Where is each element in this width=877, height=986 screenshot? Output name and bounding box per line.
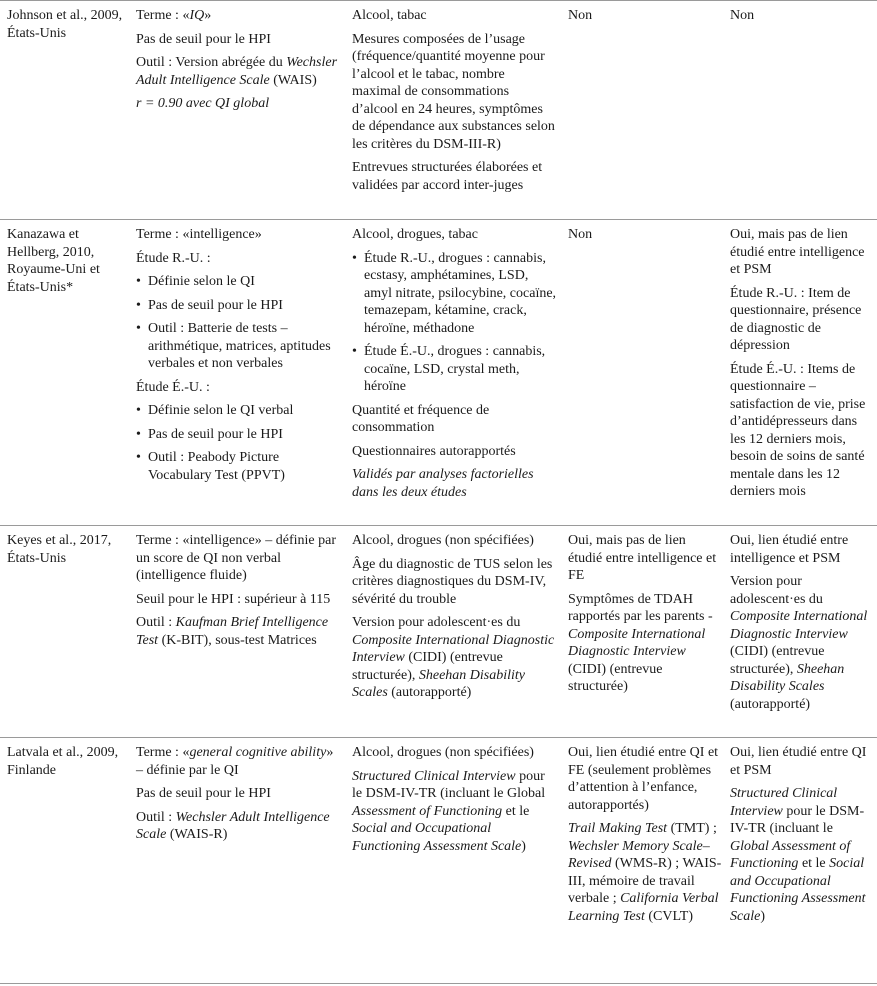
cell-paragraph <box>352 402 557 437</box>
text-segment: Version pour adolescent·es du <box>352 615 521 630</box>
text-segment: Définie selon le QI <box>148 274 255 289</box>
cell-paragraph <box>568 591 723 696</box>
cell-paragraph <box>568 820 723 925</box>
author-text: Kanazawa et Hellberg, 2010, Royaume-Uni et États-Unis* <box>7 227 100 295</box>
cell-paragraph <box>136 54 341 89</box>
cell-paragraph <box>136 226 341 244</box>
text-segment: Étude R.-U., drogues : cannabis, ecstasy, amphétamines, LSD, amyl nitrate, psilocybine, cocaïne, temazepam, kétamine, crack, héroïne, méthadone <box>364 250 557 336</box>
text-segment: (WMS-R) ; WAIS-III, mémoire de travail verbale ; <box>568 856 722 906</box>
text-segment: et le <box>798 856 830 871</box>
cell-paragraph <box>352 159 557 194</box>
italic-text: Social and Occupational Functioning Assessment Scale <box>352 821 522 854</box>
cell-paragraph <box>136 95 341 113</box>
table-row <box>0 525 877 737</box>
text-segment: Terme : «intelligence» – définie par un score de QI non verbal (intelligence fluide) <box>136 533 336 583</box>
cell-paragraph <box>568 226 723 244</box>
italic-text: Composite International Diagnostic Interview <box>568 626 706 659</box>
table-row <box>0 737 877 983</box>
text-segment: Entrevues structurées élaborées et validées par accord inter-juges <box>352 160 543 193</box>
italic-text: general cognitive ability <box>189 745 327 760</box>
bullet-list <box>352 250 557 396</box>
text-segment: Alcool, drogues (non spécifiées) <box>352 745 534 760</box>
mental-health-cell <box>730 744 875 931</box>
italic-text: Kaufman Brief Intelligence Test <box>136 615 329 648</box>
cell-paragraph <box>136 7 341 25</box>
italic-text: California Verbal Learning Test <box>568 891 719 924</box>
italic-text: Global Assessment of Functioning <box>730 838 851 871</box>
cell-paragraph <box>568 532 723 585</box>
text-segment: (WAIS-R) <box>166 827 228 842</box>
text-segment: Pas de seuil pour le HPI <box>136 786 271 801</box>
italic-text: IQ <box>189 8 205 23</box>
cell-paragraph <box>352 744 557 762</box>
italic-text: Sheehan Disability Scales <box>352 667 526 700</box>
intelligence-cell <box>136 7 341 119</box>
text-segment: Oui, mais pas de lien étudié entre intelligence et FE <box>568 533 717 583</box>
cell-paragraph <box>352 443 557 461</box>
italic-text: Composite International Diagnostic Interview <box>730 609 868 642</box>
cell-paragraph <box>730 226 875 279</box>
cell-paragraph <box>352 532 557 550</box>
bullet-item <box>136 297 341 315</box>
text-segment: (autorapporté) <box>387 685 472 700</box>
text-segment: Outil : Batterie de tests – arithmétique, matrices, aptitudes verbales et non verbales <box>148 321 331 371</box>
italic-text: Trail Making Test <box>568 821 668 836</box>
intelligence-cell <box>136 744 341 850</box>
text-segment: et le <box>502 803 530 819</box>
cell-paragraph <box>136 250 341 268</box>
bullet-item <box>136 426 341 444</box>
author-text: Latvala et al., 2009, Finlande <box>7 745 119 778</box>
executive-function-cell <box>568 7 723 31</box>
cell-paragraph <box>352 226 557 244</box>
author-cell <box>7 744 129 785</box>
cell-paragraph <box>352 614 557 702</box>
text-segment: Définie selon le QI verbal <box>148 403 294 418</box>
cell-paragraph <box>730 285 875 355</box>
table-bottom-rule <box>0 983 877 984</box>
text-segment: Oui, lien étudié entre QI et PSM <box>730 745 867 778</box>
text-segment: (K-BIT), sous-test Matrices <box>158 632 317 648</box>
text-segment: (CIDI) (entrevue structurée) <box>568 661 663 694</box>
text-segment: Terme : « <box>136 745 190 760</box>
text-segment: Non <box>568 8 593 23</box>
cell-paragraph <box>352 7 557 25</box>
cell-paragraph <box>352 31 557 154</box>
bullet-item <box>136 449 341 484</box>
text-segment: Outil : <box>136 809 176 825</box>
text-segment: » <box>204 8 212 23</box>
text-segment: Oui, mais pas de lien étudié entre intelligence et PSM <box>730 227 865 277</box>
author-text: Johnson et al., 2009, États-Unis <box>7 8 123 41</box>
text-segment: Quantité et fréquence de consommation <box>352 402 490 435</box>
cell-paragraph <box>730 785 875 925</box>
text-segment: (autorapporté) <box>730 696 811 712</box>
cell-paragraph <box>730 573 875 713</box>
italic-text: Sheehan Disability Scales <box>730 661 845 694</box>
bullet-item <box>352 343 557 396</box>
text-segment: » – définie par le QI <box>136 745 334 778</box>
cell-paragraph <box>730 532 875 567</box>
executive-function-cell <box>568 226 723 250</box>
cell-paragraph <box>136 532 341 585</box>
text-segment: Outil : Peabody Picture Vocabulary Test (PPVT) <box>148 450 285 483</box>
bullet-item <box>136 320 341 373</box>
substance-cell <box>352 744 557 861</box>
text-segment: Symptômes de TDAH rapportés par les parents - <box>568 591 713 624</box>
text-segment: (CIDI) (entrevue structurée), <box>730 644 825 677</box>
substance-cell <box>352 7 557 200</box>
cell-paragraph <box>352 556 557 609</box>
cell-paragraph <box>136 785 341 803</box>
text-segment: Mesures composées de l’usage (fréquence/quantité moyenne pour l’alcool et le tabac, nombre maximal de consommations d’alcool en 24 heures, symptômes de dépendance aux substances selon les critères du DSM-III-R) <box>352 31 555 152</box>
bullet-item <box>352 250 557 338</box>
text-segment: Non <box>568 227 593 242</box>
text-segment: Non <box>730 8 755 23</box>
intelligence-cell <box>136 226 341 490</box>
text-segment: Pas de seuil pour le HPI <box>136 31 271 47</box>
cell-paragraph <box>136 809 341 844</box>
substance-cell <box>352 532 557 708</box>
cell-paragraph <box>136 31 341 49</box>
text-segment: Étude R.-U. : Item de questionnaire, présence de diagnostic de dépression <box>730 285 862 353</box>
executive-function-cell <box>568 532 723 702</box>
text-segment: Étude É.-U. : <box>136 379 210 395</box>
italic-text: Structured Clinical Interview <box>730 786 838 819</box>
cell-paragraph <box>568 7 723 25</box>
cell-paragraph <box>136 591 341 609</box>
cell-paragraph <box>730 7 875 25</box>
text-segment: Version pour adolescent·es du <box>730 574 823 607</box>
text-segment: Terme : « <box>136 8 190 23</box>
italic-text: Assessment of Functioning <box>352 803 503 819</box>
text-segment: (CVLT) <box>644 908 693 924</box>
author-text: Keyes et al., 2017, États-Unis <box>7 533 112 566</box>
text-segment: pour le DSM-IV-TR (incluant le <box>730 803 865 836</box>
text-segment: Seuil pour le HPI : supérieur à 115 <box>136 591 331 607</box>
text-segment: Étude É.-U., drogues : cannabis, cocaïne, LSD, crystal meth, héroïne <box>364 344 546 394</box>
text-segment: Pas de seuil pour le HPI <box>148 426 283 442</box>
cell-paragraph <box>730 744 875 779</box>
text-segment: (TMT) ; <box>667 821 717 836</box>
italic-text: Wechsler Adult Intelligence Scale <box>136 55 338 88</box>
text-segment: Oui, lien étudié entre QI et FE (seulement problèmes d’attention à l’enfance, autorapportés) <box>568 745 719 813</box>
text-segment: ) <box>521 838 526 854</box>
author-cell <box>7 7 129 48</box>
table-row <box>0 219 877 525</box>
cell-paragraph <box>352 466 557 501</box>
bullet-item <box>136 273 341 291</box>
italic-text: Structured Clinical Interview <box>352 768 516 784</box>
text-segment: Outil : Version abrégée du <box>136 55 287 70</box>
cell-paragraph <box>352 768 557 856</box>
text-segment: Alcool, drogues (non spécifiées) <box>352 533 534 548</box>
italic-text: Composite International Diagnostic Interview <box>352 632 555 665</box>
text-segment: Outil : <box>136 615 176 630</box>
cell-paragraph <box>730 361 875 501</box>
text-segment: Étude R.-U. : <box>136 250 211 266</box>
text-segment: Terme : «intelligence» <box>136 227 262 242</box>
text-segment: Pas de seuil pour le HPI <box>148 297 283 313</box>
text-segment: Alcool, drogues, tabac <box>352 227 478 242</box>
italic-text: Social and Occupational Functioning Assessment Scale <box>730 856 866 924</box>
italic-text: Wechsler Memory Scale–Revised <box>568 838 710 871</box>
italic-text: r = 0.90 avec QI global <box>136 96 270 111</box>
table-row <box>0 0 877 219</box>
mental-health-cell <box>730 7 875 31</box>
cell-paragraph <box>136 744 341 779</box>
mental-health-cell <box>730 226 875 507</box>
text-segment: Questionnaires autorapportés <box>352 443 516 459</box>
text-segment: pour le DSM-IV-TR (incluant le Global <box>352 768 546 801</box>
cell-paragraph <box>568 744 723 814</box>
text-segment: Âge du diagnostic de TUS selon les critères diagnostiques du DSM-IV, sévérité du trouble <box>352 556 553 607</box>
mental-health-cell <box>730 532 875 719</box>
text-segment: (WAIS) <box>269 72 317 88</box>
executive-function-cell <box>568 744 723 931</box>
text-segment: Alcool, tabac <box>352 8 427 23</box>
intelligence-cell <box>136 532 341 655</box>
italic-text: Wechsler Adult Intelligence Scale <box>136 809 330 842</box>
bullet-list <box>136 273 341 373</box>
substance-cell <box>352 226 557 507</box>
bullet-list <box>136 402 341 484</box>
author-cell <box>7 226 129 302</box>
text-segment: Étude É.-U. : Items de questionnaire – satisfaction de vie, prise d’antidépresseurs dans les 12 derniers mois, besoin de soins de santé mentale dans les 12 derniers mois <box>730 361 866 499</box>
text-segment: ) <box>760 908 765 924</box>
bullet-item <box>136 402 341 420</box>
text-segment: (CIDI) (entrevue structurée), <box>352 650 503 683</box>
text-segment: Oui, lien étudié entre intelligence et PSM <box>730 533 849 566</box>
italic-text: Validés par analyses factorielles dans les deux études <box>352 467 534 500</box>
author-cell <box>7 532 129 573</box>
cell-paragraph <box>136 379 341 397</box>
cell-paragraph <box>136 614 341 649</box>
